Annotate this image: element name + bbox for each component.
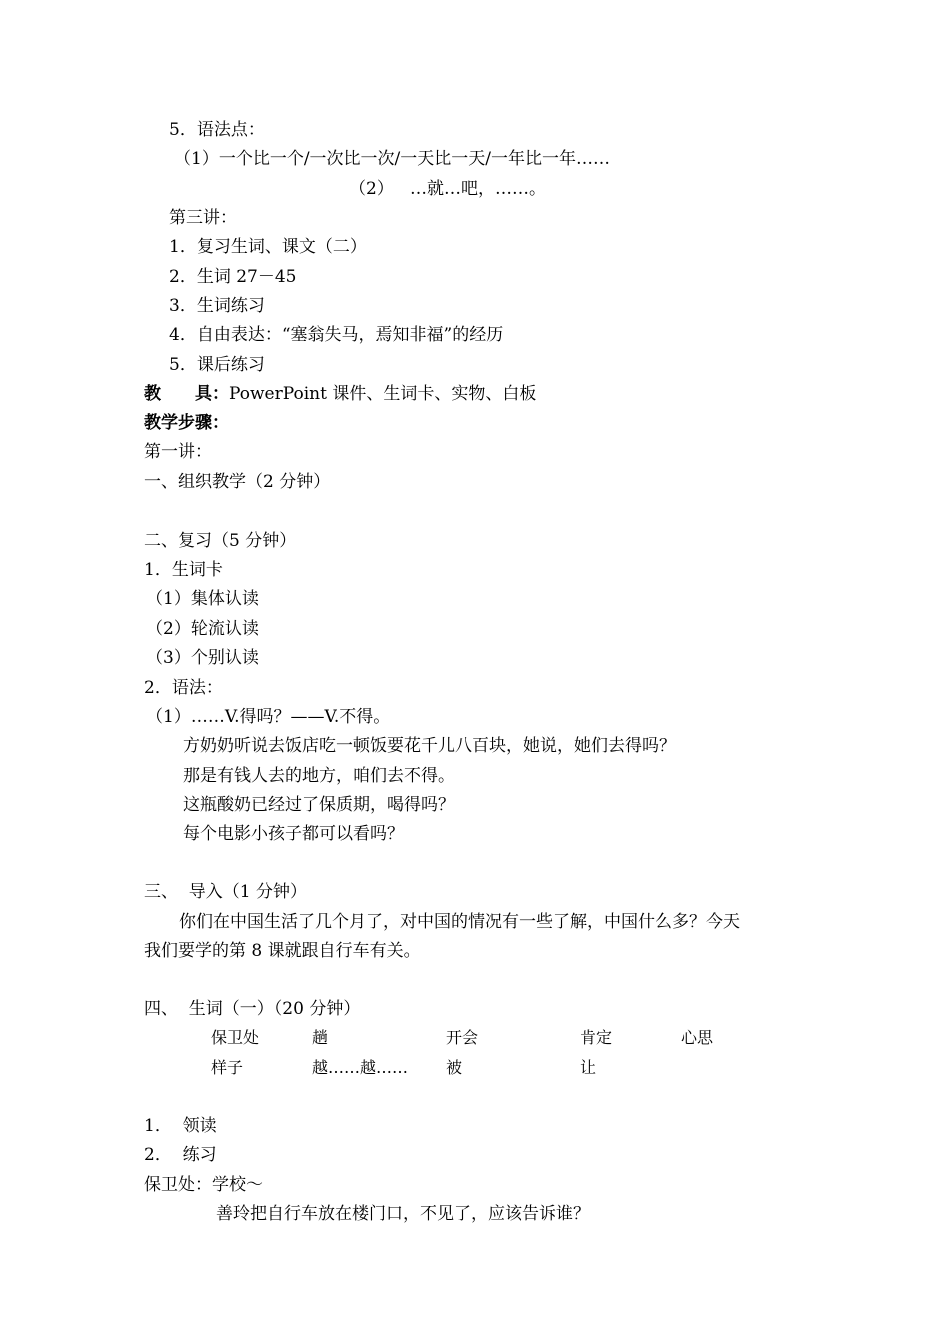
lecture-3-item: 5．课后练习 bbox=[169, 355, 265, 375]
teaching-steps-label: 教学步骤： bbox=[144, 413, 229, 433]
example-sentence: 每个电影小孩子都可以看吗？ bbox=[183, 824, 404, 844]
example-sentence: 方奶奶听说去饭店吃一顿饭要花千儿八百块，她说，她们去得吗？ bbox=[183, 736, 676, 756]
example-sentence: 这瓶酸奶已经过了保质期，喝得吗？ bbox=[183, 795, 455, 815]
lead-in-paragraph-line-2: 我们要学的第 8 课就跟自行车有关。 bbox=[144, 941, 421, 961]
vocab-word: 保卫处 bbox=[211, 1028, 260, 1047]
vocab-word: 被 bbox=[446, 1058, 463, 1077]
practice-step: 1． 领读 bbox=[144, 1116, 217, 1136]
vocab-word: 趟 bbox=[312, 1028, 329, 1047]
vocab-word: 越……越…… bbox=[312, 1058, 409, 1077]
grammar-point-1: （1）一个比一个/一次比一次/一天比一天/一年比一年…… bbox=[174, 149, 610, 169]
grammar-item: （1）……V.得吗？——V.不得。 bbox=[146, 707, 391, 727]
teaching-tools-value: PowerPoint 课件、生词卡、实物、白板 bbox=[229, 384, 537, 404]
reading-mode: （1）集体认读 bbox=[146, 589, 259, 609]
reading-mode: （2）轮流认读 bbox=[146, 619, 259, 639]
practice-step: 2． 练习 bbox=[144, 1145, 217, 1165]
lecture-3-item: 1．复习生词、课文（二） bbox=[169, 237, 367, 257]
lecture-3-item: 4．自由表达：“塞翁失马，焉知非福”的经历 bbox=[169, 325, 504, 345]
grammar-heading: 2．语法： bbox=[144, 678, 223, 698]
vocab-example-word: 保卫处：学校～ bbox=[144, 1175, 263, 1195]
lecture-1-title: 第一讲： bbox=[144, 442, 212, 462]
grammar-points-heading: 5．语法点： bbox=[169, 120, 265, 140]
lecture-3-item: 2．生词 27－45 bbox=[169, 267, 297, 287]
example-sentence: 那是有钱人去的地方，咱们去不得。 bbox=[183, 766, 455, 786]
vocab-word: 心思 bbox=[681, 1028, 714, 1047]
section-lead-in: 三、 导入（1 分钟） bbox=[144, 882, 308, 902]
vocab-word: 肯定 bbox=[580, 1028, 613, 1047]
reading-mode: （3）个别认读 bbox=[146, 648, 259, 668]
lead-in-paragraph-line-1: 你们在中国生活了几个月了，对中国的情况有一些了解，中国什么多？今天 bbox=[179, 912, 740, 932]
grammar-point-2: （2） …就…吧，……。 bbox=[349, 179, 547, 199]
teaching-tools bbox=[144, 383, 536, 405]
lecture-3-title: 第三讲： bbox=[169, 208, 237, 228]
section-review: 二、复习（5 分钟） bbox=[144, 531, 297, 551]
section-organize: 一、组织教学（2 分钟） bbox=[144, 472, 331, 492]
lecture-3-item: 3．生词练习 bbox=[169, 296, 265, 316]
vocab-cards-heading: 1．生词卡 bbox=[144, 560, 223, 580]
vocab-example-sentence: 善玲把自行车放在楼门口，不见了，应该告诉谁？ bbox=[216, 1204, 590, 1224]
vocab-word: 开会 bbox=[446, 1028, 479, 1047]
section-vocabulary: 四、 生词（一）（20 分钟） bbox=[144, 999, 361, 1019]
vocab-word: 让 bbox=[580, 1058, 597, 1077]
vocab-word: 样子 bbox=[211, 1058, 244, 1077]
teaching-tools-label: 教 具： bbox=[144, 384, 229, 404]
